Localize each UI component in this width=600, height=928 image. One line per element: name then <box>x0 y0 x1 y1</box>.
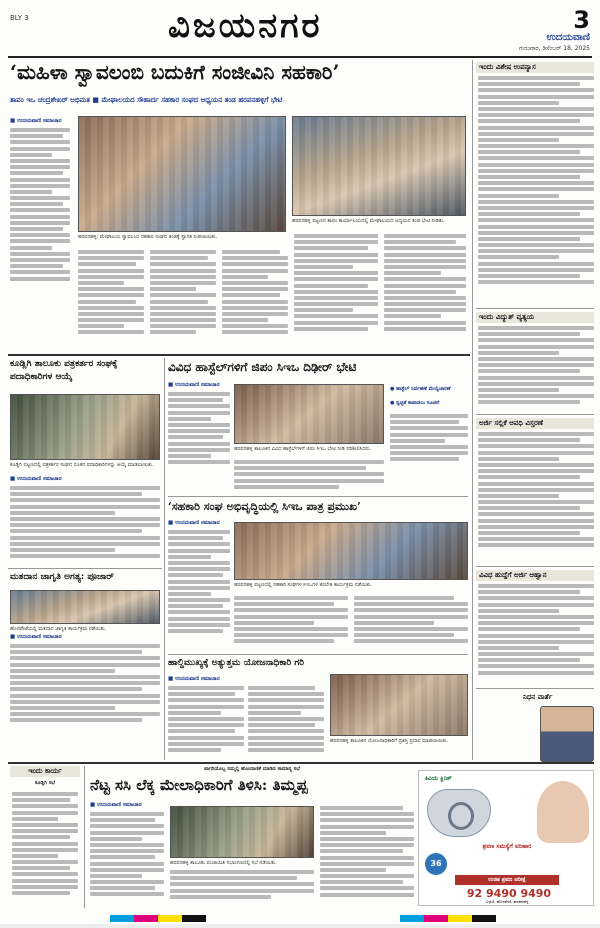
sidebar-events-title: ಇಂದು ವಿಶೇಷ ಉಪನ್ಯಾಸ <box>476 62 594 73</box>
story6-photo <box>330 674 468 736</box>
story6-text-col2 <box>248 686 324 758</box>
story4-headline: ‘ಸಹಕಾರಿ ಸಂಘ ಅಭಿವೃದ್ಧಿಯಲ್ಲಿ ಸಿಇಒ ಪಾತ್ರ ಪ್ರಮುಖ’ <box>168 500 361 513</box>
lead-byline: ■ ಉದಯವಾಣಿ ಸಮಾಚಾರ <box>10 118 62 124</box>
story3-caption: ಹರಪನಹಳ್ಳಿ ತಾಲೂಕಿನ ವಿವಿಧ ಹಾಸ್ಟೆಲ್‌ಗಳಿಗೆ ಜಿಪಂ ಸಿಇಒ ಭೇಟಿ ನೀಡಿ ಪರಿಶೀಲಿಸಿದರು. <box>234 446 372 452</box>
section-rule-4 <box>168 654 468 655</box>
story3-text-col2 <box>234 460 384 494</box>
story6-byline: ■ ಉದಯವಾಣಿ ಸಮಾಚಾರ <box>168 676 220 682</box>
story7-photo <box>170 806 314 858</box>
lead-subhead: ತಾಪಂ ಇಒ ಚಂದ್ರಶೇಖರ್‌ ಅಭಿಮತ ■ ಮೇಘಾಲಯದ ಸೌಹಾರ್ದ ಸಹಕಾರ ಸಂಘದ ಅಧ್ಯಯನ ತಂಡ ಹರಪನಹಳ್ಳಿಗೆ ಭೇಟಿ <box>10 96 283 104</box>
story2-caption: ಕೂಡ್ಲಿಗಿ ಪಟ್ಟಣದಲ್ಲಿ ಪತ್ರಕರ್ತರ ಸಂಘದ ನೂತನ ಪದಾಧಿಕಾರಿಗಳನ್ನು ಆಯ್ಕೆ ಮಾಡಲಾಯಿತು. <box>10 462 154 468</box>
section-rule-3 <box>8 568 162 569</box>
story4-caption: ಹರಪನಹಳ್ಳಿ ಪಟ್ಟಣದಲ್ಲಿ ಸಹಕಾರಿ ಸಂಘಗಳ ಸಿಇಒಗಳ ತರಬೇತಿ ಕಾರ್ಯಕ್ರಮ ನಡೆಯಿತು. <box>234 582 373 588</box>
masthead-title: ವಿಜಯನಗರ <box>168 6 323 46</box>
lead-photo-right <box>292 116 466 216</box>
story7-headline: ನೆಟ್ಟ ಸಸಿ ಲೆಕ್ಕ ಮೇಲಾಧಿಕಾರಿಗೆ ತಿಳಿಸಿ: ತಿಮ್ಮಪ್ಪ <box>90 776 308 794</box>
lead-text-col5 <box>294 234 378 350</box>
edition-code: BLY 3 <box>10 14 29 22</box>
left-box-title: ಇಂದು ಕಾರ್ಯ <box>10 766 80 777</box>
sidebar-column4-text <box>478 584 594 684</box>
story4-text-col2 <box>234 596 348 650</box>
lead-text-col3 <box>150 250 216 350</box>
sidebar-rule-3 <box>476 566 594 567</box>
section-rule-5 <box>8 762 594 764</box>
print-color-bar-left <box>110 915 206 922</box>
story3-headline: ವಿವಿಧ ಹಾಸ್ಟೆಲ್‌ಗಳಿಗೆ ಜಿಪಂ ಸಿಇಒ ದಿಢೀರ್‌ ಭೇಟಿ <box>168 360 357 374</box>
hearing-aid-advertisement[interactable] <box>418 770 594 906</box>
lead-photo-left <box>78 116 286 232</box>
story4-text-col1 <box>168 530 230 650</box>
sidebar-rule-1 <box>476 308 594 309</box>
story4-photo <box>234 522 468 580</box>
ad-brand: ಕಿವಿಯ ಕ್ಲಿನಿಕ್‌ <box>425 775 452 782</box>
ad-phone-number[interactable]: 92 9490 9490 <box>466 887 552 900</box>
section-rule-2 <box>168 496 468 497</box>
story5-text <box>10 644 160 728</box>
story6-caption: ಹರಪನಹಳ್ಳಿ ತಾಲೂಕಿನ ಯೋಜನಾಧಿಕಾರಿಗೆ ಪ್ರಶಸ್ತಿ ಪ್ರದಾನ ಮಾಡಲಾಯಿತು. <box>330 738 449 744</box>
story7-text-col3 <box>320 806 414 908</box>
sidebar-column2-title: ಇಂದು ವಿದ್ಯುತ್‌ ವ್ಯತ್ಯಯ <box>476 312 594 323</box>
lead-text-col2 <box>78 250 144 350</box>
column-divider <box>164 358 165 760</box>
ad-tagline: ಶ್ರವಣ ಸಮಸ್ಯೆಗೆ ಪರಿಹಾರ <box>482 843 532 850</box>
page-bottom-edge <box>0 924 600 928</box>
story5-byline: ■ ಉದಯವಾಣಿ ಸಮಾಚಾರ <box>10 634 62 640</box>
sidebar-rule-4 <box>476 688 594 689</box>
sidebar-column2-text <box>478 326 594 412</box>
story7-caption: ಹರಪನಹಳ್ಳಿ ತಾಲೂಕು ಪಂಚಾಯಿತಿ ಸಭಾಂಗಣದಲ್ಲಿ ಸಭೆ ನಡೆಯಿತು. <box>170 860 277 866</box>
masthead-info <box>460 8 590 56</box>
lead-text-col4 <box>222 250 288 350</box>
left-box-subtitle: ಕೂಡ್ಲಿಗಿ ಸಭೆ <box>35 780 55 786</box>
story2-byline: ■ ಉದಯವಾಣಿ ಸಮಾಚಾರ <box>10 476 62 482</box>
newspaper-brand: ಉದಯವಾಣಿ <box>546 32 590 43</box>
story3-byline: ■ ಉದಯವಾಣಿ ಸಮಾಚಾರ <box>168 382 220 388</box>
lead-text-col1 <box>10 128 70 298</box>
story3-photo <box>234 384 384 444</box>
ad-child-photo <box>537 781 589 843</box>
ad-footer: ಬಳ್ಳಾರಿ, ಹೊಸಪೇಟೆ, ಹರಪನಹಳ್ಳಿ <box>485 899 529 904</box>
left-box-divider <box>84 766 85 908</box>
lead-headline: ‘ಮಹಿಳಾ ಸ್ವಾವಲಂಬಿ ಬದುಕಿಗೆ ಸಂಜೀವಿನಿ ಸಹಕಾರಿ’ <box>10 60 340 84</box>
sidebar-column5-title: ನಿಧನ ವಾರ್ತೆ <box>523 693 553 701</box>
hearing-aid-icon <box>427 789 491 837</box>
story6-text-col1 <box>168 686 244 758</box>
page-number: 3 <box>573 6 590 34</box>
story2-headline: ಕೂಡ್ಲಿಗಿ ತಾಲೂಕು ಪತ್ರಕರ್ತರ ಸಂಘಕ್ಕೆ ಪದಾಧಿಕಾರಿಗಳ ಆಯ್ಕೆ <box>10 359 118 382</box>
lead-caption-left: ಹರಪನಹಳ್ಳಿ: ಮೇಘಾಲಯ ಸ್ವಾವಲಂಬಿ ಸಹಕಾರ ಸಂಘದ ತಂಡಕ್ಕೆ ಸ್ವಾಗತ ನೀಡಲಾಯಿತು. <box>78 234 218 240</box>
story2-photo <box>10 394 160 460</box>
section-rule-1 <box>8 354 470 356</box>
masthead-rule <box>8 56 592 58</box>
story7-kicker: ಪಾಗರಿಯೊಬ್ಬ ನಮ್ಮಲ್ಲಿ ಹೊಂದಾಣಿಕೆ ಮಾಡಿದ ಸಾಮಾನ್ಯ ಸಭೆ <box>204 766 300 772</box>
sidebar-divider <box>472 60 473 760</box>
story6-headline: ಹಾಲ್ದಿಮುಖ್ಯಕ್ಕೆ ಅತ್ಯುತ್ತಮ ಯೋಜನಾಧಿಕಾರಿ ಗರಿ <box>168 658 304 668</box>
sidebar-rule-2 <box>476 414 594 415</box>
story5-headline: ಮತದಾನ ಜಾಗೃತಿ ಅಗತ್ಯ: ಪೂಜಾರ್‌ <box>10 572 114 582</box>
story4-text-col3 <box>354 596 468 650</box>
sidebar-column3-text <box>478 432 594 562</box>
lead-caption-right: ಹರಪನಹಳ್ಳಿ ಪಟ್ಟಣದ ತಾಪಂ ಕಾರ್ಯಾಲಯದಲ್ಲಿ ಮೇಘಾಲಯದ ಅಧ್ಯಯನ ತಂಡ ಭೇಟಿ ನೀಡಿತು. <box>292 218 445 224</box>
sidebar-column3-title: ಅರ್ಜಿ ಸಲ್ಲಿಕೆ ಅವಧಿ ವಿಸ್ತರಣೆ <box>476 418 594 429</box>
story3-callout-2: ● ಸ್ವಚ್ಛತೆ ಕಾಪಾಡಲು ಸೂಚನೆ <box>390 400 440 406</box>
obituary-photo <box>540 706 594 762</box>
story2-text <box>10 486 160 564</box>
story7-text-col2 <box>170 870 314 908</box>
lead-text-col6 <box>384 234 466 350</box>
issue-date: ಗುರುವಾರ, ಡಿಸೆಂಬರ್ 18, 2025 <box>519 45 590 52</box>
story4-byline: ■ ಉದಯವಾಣಿ ಸಮಾಚಾರ <box>168 520 220 526</box>
ad-offer: ಉಚಿತ ಶ್ರವಣ ಪರೀಕ್ಷೆ <box>455 875 559 885</box>
story3-text-col3 <box>390 414 468 474</box>
story5-caption: ಹೊಸಪೇಟೆಯಲ್ಲಿ ಮತದಾನ ಜಾಗೃತಿ ಕಾರ್ಯಕ್ರಮ ನಡೆಯಿತು. <box>10 626 107 632</box>
story7-byline: ■ ಉದಯವಾಣಿ ಸಮಾಚಾರ <box>90 802 142 808</box>
print-color-bar-right <box>400 915 496 922</box>
sidebar-column4-title: ವಿವಿಧ ಹುದ್ದೆಗೆ ಅರ್ಜಿ ಆಹ್ವಾನ <box>476 570 594 581</box>
story7-text-col1 <box>90 812 164 908</box>
ad-badge: 36 <box>425 853 447 875</box>
story3-callout-1: ● ಹಾಸ್ಟೆಲ್‌ ನಿರ್ವಹಣೆ ಮೇಲ್ವಿಚಾರಣೆ <box>390 386 451 392</box>
left-box-text <box>12 792 78 908</box>
sidebar-events-text <box>478 76 594 306</box>
story5-photo <box>10 590 160 624</box>
story3-text-col1 <box>168 392 230 474</box>
